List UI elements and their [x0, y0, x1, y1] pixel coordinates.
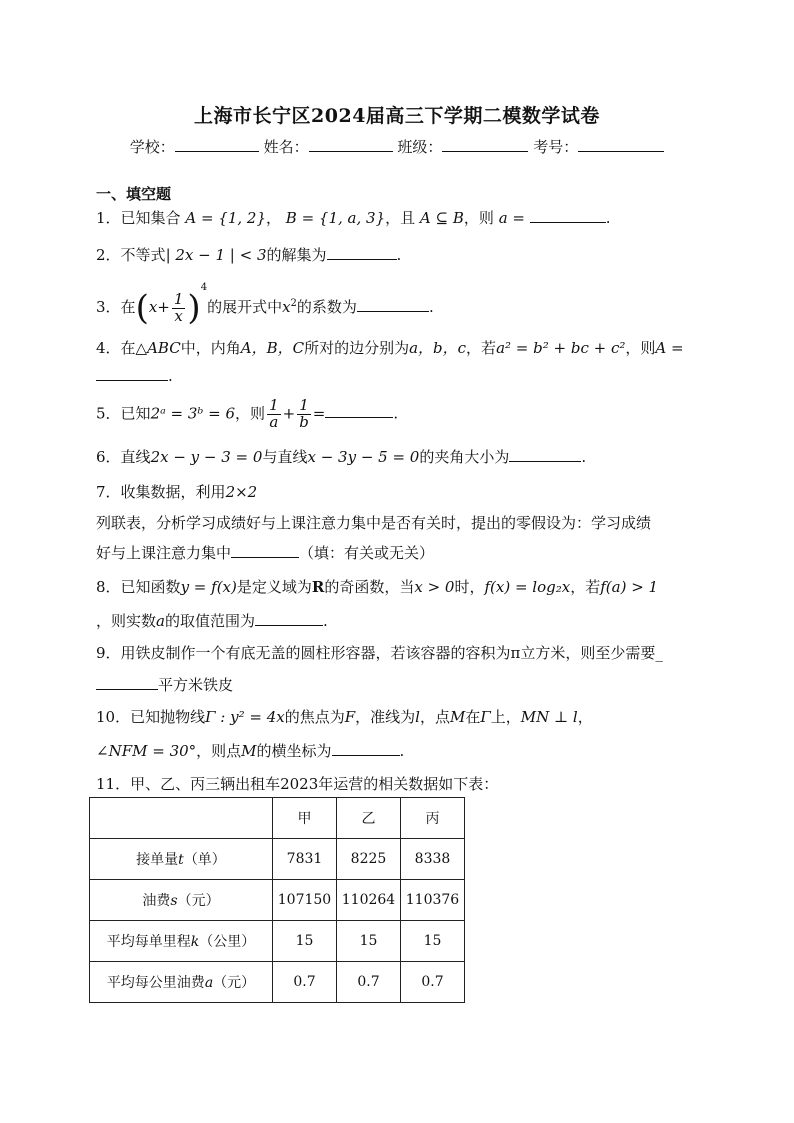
table-cell: 0.7: [273, 962, 337, 1003]
question-number: 7．: [96, 483, 121, 501]
question-text: ，若: [466, 339, 497, 357]
row-label-var: a: [204, 975, 214, 991]
row-label: [90, 962, 273, 1003]
table-cell: 110376: [401, 880, 465, 921]
row-label: [90, 880, 273, 921]
answer-blank[interactable]: [509, 447, 581, 462]
question-8: [96, 576, 658, 597]
question-number: 1．: [96, 209, 121, 227]
math-expr: B = {1, a, 3}: [285, 209, 386, 227]
question-number: 3．: [96, 298, 121, 316]
question-text: 的取值范围为: [164, 612, 255, 630]
question-10-line-2: [96, 740, 404, 761]
row-label-var: s: [170, 893, 178, 909]
table-cell: 15: [273, 921, 337, 962]
table-row: [90, 921, 465, 962]
question-text: 已知: [120, 404, 151, 423]
question-text: 在: [120, 298, 136, 316]
question-text: 的焦点为: [284, 708, 345, 726]
question-text: 的展开式中: [207, 298, 283, 316]
math-expr: A =: [655, 339, 684, 357]
question-text: 所对的边分别为: [304, 339, 410, 357]
math-expr: 2x − y − 3 = 0: [150, 448, 263, 466]
question-text: 时，: [454, 578, 485, 596]
question-9: [96, 642, 663, 663]
question-text: 在△: [120, 339, 148, 357]
question-text: 的奇函数，当: [324, 578, 415, 596]
question-text: 甲、乙、丙三辆出租车2023年运营的相关数据如下表：: [130, 775, 499, 793]
question-text: 上，: [490, 708, 521, 726]
fraction-denominator: x: [174, 306, 183, 325]
question-end: .: [396, 246, 402, 264]
answer-blank[interactable]: [325, 403, 393, 418]
question-number: 8．: [96, 578, 121, 596]
question-text: 收集数据，利用: [120, 483, 226, 501]
answer-blank[interactable]: [332, 741, 400, 756]
student-info-line: [0, 136, 794, 157]
question-1: [96, 207, 611, 228]
math-expr: A ⊆ B: [419, 209, 464, 227]
question-text: ，准线为: [355, 708, 416, 726]
question-number: 9．: [96, 644, 121, 662]
question-text: ，则: [235, 404, 266, 423]
table-header-cell: [90, 798, 273, 839]
question-text: 用铁皮制作一个有底无盖的圆柱形容器，若该容器的容积为π立方米，则至少需要_: [120, 644, 663, 662]
question-text: 在: [465, 708, 481, 726]
table-cell: 15: [337, 921, 401, 962]
table-header-cell: 甲: [273, 798, 337, 839]
math-expr: f(x) = log₂x: [484, 578, 571, 596]
question-text: 已知集合: [120, 209, 181, 227]
question-text: 的横坐标为: [256, 742, 332, 760]
question-number: 2．: [96, 246, 121, 264]
answer-blank[interactable]: [255, 611, 323, 626]
exponent: 2: [290, 298, 297, 309]
answer-blank[interactable]: [327, 245, 397, 260]
question-number: 11．: [96, 775, 131, 793]
question-7-line-3: [96, 542, 434, 563]
question-2: [96, 244, 401, 265]
question-text: ，则点: [196, 742, 242, 760]
math-expr: x > 0: [414, 578, 455, 596]
math-expr: | 2x − 1 | < 3: [165, 246, 267, 264]
id-label: 考号：: [533, 138, 579, 156]
table-header-row: [90, 798, 465, 839]
name-blank[interactable]: [309, 137, 393, 152]
math-op: =: [312, 404, 326, 423]
table-row: [90, 880, 465, 921]
question-7: [96, 481, 257, 502]
right-paren: ): [187, 288, 201, 328]
answer-blank[interactable]: [96, 675, 158, 690]
fraction-numerator: 1: [297, 398, 311, 415]
math-var: x: [148, 298, 158, 316]
question-10: [96, 706, 593, 727]
question-number: 4．: [96, 339, 121, 357]
math-expr: R: [311, 578, 325, 596]
question-text: 已知抛物线: [130, 708, 206, 726]
row-label-unit: （公里）: [199, 934, 256, 950]
question-text: 平方米铁皮: [158, 676, 234, 694]
class-blank[interactable]: [442, 137, 528, 152]
question-text: ，则: [625, 339, 656, 357]
question-text: 中，内角: [180, 339, 241, 357]
row-label-text: 平均每单里程: [106, 934, 191, 950]
name-label: 姓名：: [263, 138, 309, 156]
table-row: [90, 839, 465, 880]
section-heading: 一、填空题: [96, 185, 172, 203]
fraction-denominator: b: [299, 412, 309, 431]
fraction-numerator: 1: [269, 396, 279, 414]
math-expr: 2ᵃ = 3ᵇ = 6: [150, 404, 236, 423]
question-end: .: [393, 404, 399, 423]
math-var: a: [156, 612, 165, 630]
question-4-answer-line: [96, 366, 173, 385]
math-var: F: [344, 708, 356, 726]
math-expr: MN ⊥ l: [520, 708, 578, 726]
table-header-cell: 乙: [337, 798, 401, 839]
table-cell: 8225: [337, 839, 401, 880]
row-label-unit: （单）: [183, 852, 226, 868]
math-expr: A，B，C: [240, 339, 305, 357]
question-4: [96, 337, 684, 358]
question-6: [96, 446, 586, 467]
math-expr: 2×2: [225, 483, 258, 501]
question-text: ，点: [419, 708, 450, 726]
question-11: [96, 773, 498, 794]
math-expr: f(a) > 1: [600, 578, 659, 596]
table-cell: 0.7: [401, 962, 465, 1003]
fraction: [297, 398, 311, 431]
math-expr: ABC: [147, 339, 181, 357]
row-label-unit: （元）: [213, 975, 256, 991]
question-7-line-2: 列联表，分析学习成绩好与上课注意力集中是否有关时，提出的零假设为：学习成绩: [96, 514, 652, 532]
row-label: [90, 921, 273, 962]
question-9-line-2: [96, 674, 233, 695]
row-label: [90, 839, 273, 880]
row-label-unit: （元）: [177, 893, 220, 909]
answer-blank[interactable]: [96, 366, 168, 381]
table-header-cell: 丙: [401, 798, 465, 839]
question-5: [96, 398, 398, 431]
question-text: 好与上课注意力集中: [96, 544, 232, 562]
question-text: 不等式: [120, 246, 166, 264]
table-row: [90, 962, 465, 1003]
question-8-line-2: [96, 610, 328, 631]
question-text: （填：有关或无关）: [299, 544, 435, 562]
row-label-text: 接单量: [136, 852, 179, 868]
page-title: 上海市长宁区2024届高三下学期二模数学试卷: [194, 105, 600, 127]
question-number: 5．: [96, 404, 121, 423]
id-blank[interactable]: [578, 137, 664, 152]
math-var: x: [282, 298, 291, 316]
question-end: .: [168, 367, 173, 385]
question-number: 6．: [96, 448, 121, 466]
question-number: 10．: [96, 708, 131, 726]
math-op: +: [157, 298, 170, 316]
math-op: +: [282, 404, 296, 423]
left-paren: (: [135, 288, 149, 328]
question-text: 与直线: [262, 448, 308, 466]
question-text: ，若: [570, 578, 601, 596]
math-expr: A = {1, 2}: [185, 209, 266, 227]
row-label-text: 油费: [142, 893, 171, 909]
question-text: 已知函数: [120, 578, 181, 596]
math-expr: y = f(x): [180, 578, 237, 596]
exponent: 4: [200, 282, 208, 293]
question-end: .: [428, 298, 434, 316]
math-expr: x − 3y − 5 = 0: [307, 448, 420, 466]
fraction-numerator: 1: [173, 289, 184, 308]
question-text: ，: [577, 708, 593, 726]
question-text: 的夹角大小为: [419, 448, 510, 466]
question-text: ，则实数: [96, 612, 157, 630]
math-var: M: [449, 708, 466, 726]
math-expr: ∠NFM = 30°: [96, 742, 197, 760]
fraction: [267, 398, 281, 431]
table-cell: 7831: [273, 839, 337, 880]
answer-blank[interactable]: [530, 208, 606, 223]
row-label-text: 平均每公里油费: [106, 975, 205, 991]
table-cell: 8338: [401, 839, 465, 880]
question-text: 直线: [120, 448, 151, 466]
row-label-var: k: [190, 934, 200, 950]
question-3: [96, 282, 434, 328]
table-cell: 110264: [337, 880, 401, 921]
math-expr: Γ : y² = 4x: [205, 708, 285, 726]
class-label: 班级：: [397, 138, 443, 156]
fraction: [172, 289, 186, 325]
question-text: 的系数为: [296, 298, 357, 316]
question-text: 的解集为: [266, 246, 327, 264]
math-var: l: [415, 708, 420, 726]
question-end: .: [399, 742, 405, 760]
row-label-var: t: [178, 852, 184, 868]
question-text: ，: [266, 209, 282, 227]
table-cell: 15: [401, 921, 465, 962]
fraction-denominator: a: [269, 412, 279, 431]
question-end: .: [322, 612, 328, 630]
math-expr: a，b，c: [409, 339, 467, 357]
question-end: .: [605, 209, 611, 227]
table-cell: 0.7: [337, 962, 401, 1003]
math-var: Γ: [480, 708, 491, 726]
school-blank[interactable]: [175, 137, 259, 152]
math-expr: a =: [498, 209, 525, 227]
math-expr: a² = b² + bc + c²: [496, 339, 626, 357]
question-end: .: [581, 448, 587, 466]
answer-blank[interactable]: [231, 543, 299, 558]
question-text: ，且: [385, 209, 416, 227]
question-text: 是定义域为: [236, 578, 312, 596]
question-text: ，则: [463, 209, 494, 227]
answer-blank[interactable]: [357, 297, 429, 312]
math-var: M: [241, 742, 257, 760]
table-cell: 107150: [273, 880, 337, 921]
school-label: 学校：: [129, 138, 175, 156]
operations-table: [89, 797, 465, 1003]
